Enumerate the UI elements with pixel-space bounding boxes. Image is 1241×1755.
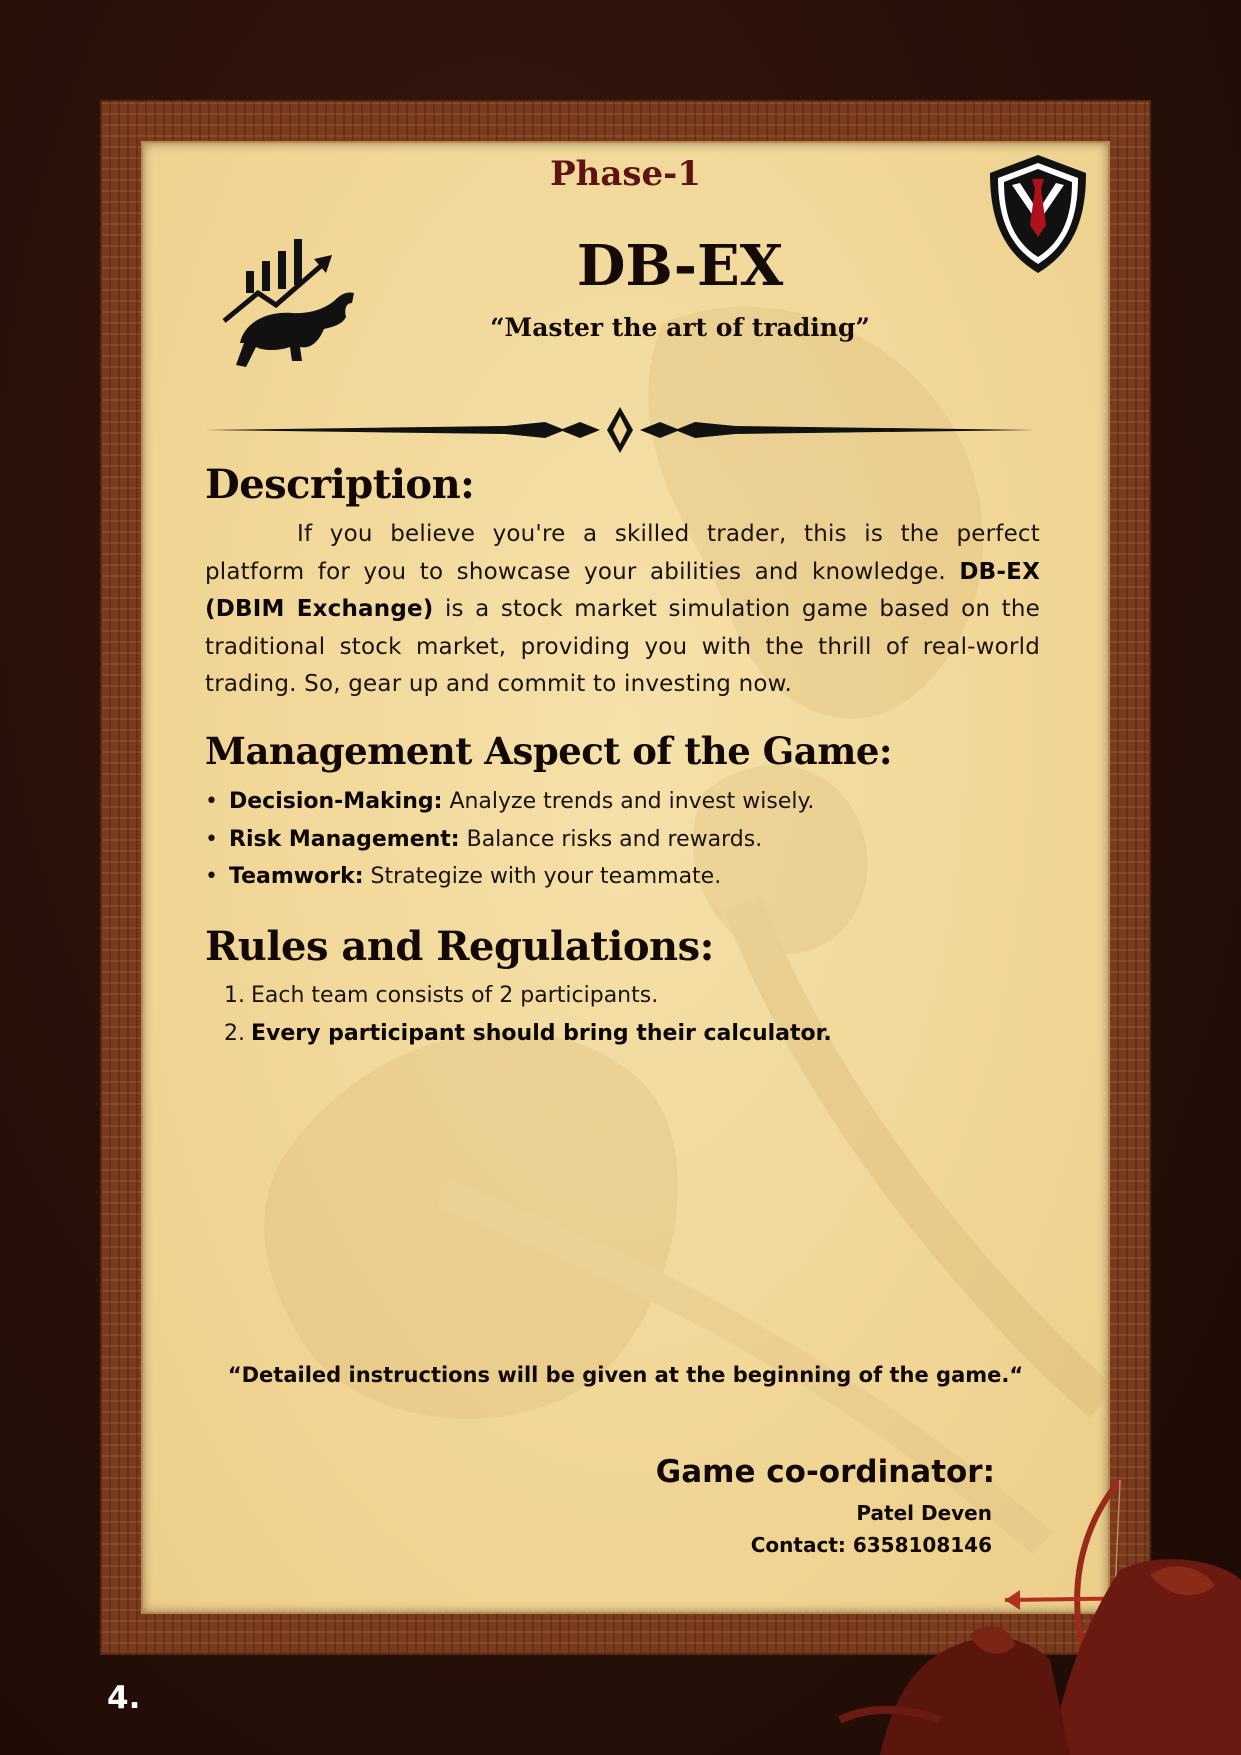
management-heading: Management Aspect of the Game:: [205, 729, 893, 773]
instructions-note: “Detailed instructions will be given at the beginning of the game.“: [227, 1363, 1024, 1387]
description-heading: Description:: [205, 461, 475, 508]
description-text-rest: is a stock market simulation game based on the traditional stock market, providing you with the thrill of real-world trading. So, gear up and commit to investing now.: [205, 596, 1040, 697]
event-tagline: “Master the art of trading”: [490, 313, 870, 342]
coordinator-title: Game co-ordinator:: [655, 1454, 995, 1490]
list-item: • Risk Management: Balance risks and rewards.: [205, 826, 763, 852]
archer-illustration: [820, 1480, 1241, 1755]
description-text-bold: DB-EX (DBIM Exchange): [205, 558, 1041, 622]
management-list: [205, 783, 1040, 896]
list-item: • Decision-Making: Analyze trends and invest wisely.: [205, 789, 815, 814]
list-item: • Teamwork: Strategize with your teammate.: [205, 864, 722, 889]
ornamental-divider: [205, 405, 1035, 455]
coordinator-contact: Contact: 6358108146: [750, 1533, 992, 1557]
content-page: [143, 143, 1108, 1612]
bull-market-icon: [218, 231, 368, 381]
description-text-intro: If you believe you're a skilled trader, this is the perfect platform for you to showcase your abilities and knowledge.: [205, 521, 1040, 585]
rules-list: [205, 977, 1040, 1052]
list-item: 2. Every participant should bring their calculator.: [224, 1020, 832, 1046]
description-paragraph: [205, 516, 1040, 704]
coordinator-name: Patel Deven: [856, 1501, 992, 1525]
shield-logo-icon: [986, 153, 1090, 275]
page-number: 4.: [107, 1680, 141, 1716]
phase-label: Phase-1: [550, 154, 701, 194]
rules-heading: Rules and Regulations:: [205, 923, 714, 970]
list-item: 1. Each team consists of 2 participants.: [224, 983, 659, 1008]
event-title: DB-EX: [576, 233, 784, 299]
